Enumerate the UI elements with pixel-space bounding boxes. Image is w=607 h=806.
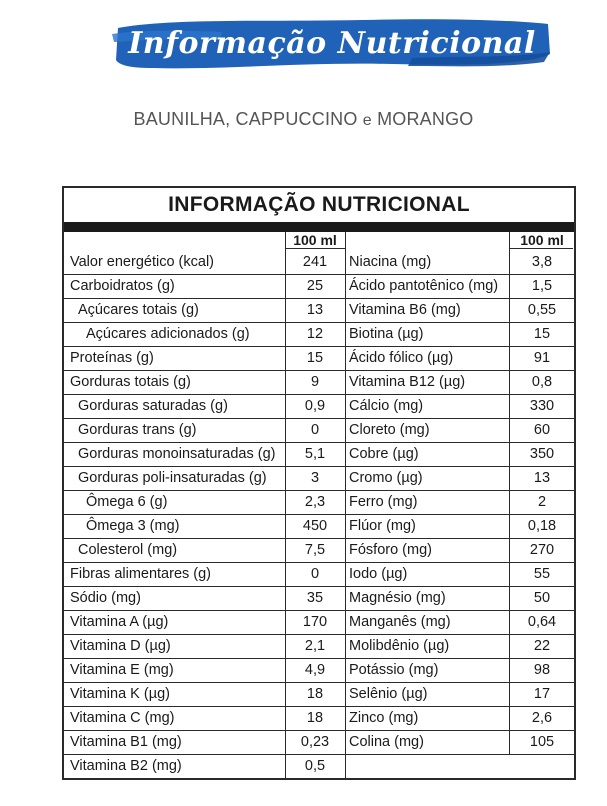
nutrient-name: Vitamina A (µg) bbox=[70, 614, 169, 630]
nutrient-row bbox=[345, 322, 574, 346]
nutrient-name: Ácido pantotênico (mg) bbox=[349, 278, 499, 294]
nutrient-row bbox=[345, 442, 574, 466]
nutrient-value: 2,6 bbox=[531, 710, 553, 726]
nutrient-name: Cobre (µg) bbox=[349, 446, 419, 462]
nutrient-name: Fibras alimentares (g) bbox=[70, 566, 212, 582]
nutrient-name: Vitamina B12 (µg) bbox=[349, 374, 466, 390]
nutrient-row bbox=[345, 514, 574, 538]
column-header: 100 ml bbox=[520, 232, 564, 248]
nutrient-row bbox=[64, 274, 345, 298]
nutrient-row bbox=[345, 274, 574, 298]
nutrient-value: 0 bbox=[310, 422, 320, 438]
nutrient-row bbox=[345, 658, 574, 682]
nutrient-name: Ômega 6 (g) bbox=[86, 494, 168, 510]
banner-title: Informação Nutricional bbox=[128, 25, 536, 61]
nutrient-value: 0,9 bbox=[304, 398, 326, 414]
nutrient-row bbox=[345, 490, 574, 514]
nutrient-row bbox=[345, 562, 574, 586]
nutrient-value: 350 bbox=[529, 446, 555, 462]
nutrient-name: Cloreto (mg) bbox=[349, 422, 430, 438]
value-column-border-left bbox=[509, 232, 510, 754]
nutrient-row bbox=[64, 538, 345, 562]
nutrient-row bbox=[64, 418, 345, 442]
subtitle-flavors-2: MORANGO bbox=[377, 109, 474, 129]
nutrient-row bbox=[64, 442, 345, 466]
nutrient-value: 22 bbox=[533, 638, 551, 654]
table-title: INFORMAÇÃO NUTRICIONAL bbox=[168, 193, 470, 216]
nutrient-value: 9 bbox=[310, 374, 320, 390]
nutrient-name: Gorduras monoinsaturadas (g) bbox=[78, 446, 276, 462]
header-divider bbox=[285, 248, 345, 249]
nutrient-name: Selênio (µg) bbox=[349, 686, 428, 702]
nutrient-row bbox=[64, 634, 345, 658]
nutrient-row bbox=[64, 250, 345, 274]
nutrient-value: 91 bbox=[533, 350, 551, 366]
nutrient-value: 7,5 bbox=[304, 542, 326, 558]
nutrient-row bbox=[64, 466, 345, 490]
nutrient-name: Cálcio (mg) bbox=[349, 398, 424, 414]
nutrient-value: 450 bbox=[302, 518, 328, 534]
flavor-subtitle bbox=[0, 109, 607, 130]
nutrient-row bbox=[64, 370, 345, 394]
nutrient-row bbox=[345, 634, 574, 658]
nutrient-name: Gorduras totais (g) bbox=[70, 374, 191, 390]
nutrient-value: 4,9 bbox=[304, 662, 326, 678]
nutrient-value: 18 bbox=[306, 686, 324, 702]
value-column-border-left bbox=[285, 232, 286, 778]
nutrient-value: 2,3 bbox=[304, 494, 326, 510]
nutrient-value: 3,8 bbox=[531, 254, 553, 270]
nutrient-row bbox=[345, 610, 574, 634]
nutrient-value: 0,18 bbox=[527, 518, 557, 534]
nutrient-value: 17 bbox=[533, 686, 551, 702]
nutrient-value: 0 bbox=[310, 566, 320, 582]
nutrient-row bbox=[345, 418, 574, 442]
nutrient-value: 1,5 bbox=[531, 278, 553, 294]
nutrient-row bbox=[64, 514, 345, 538]
nutrient-row bbox=[345, 586, 574, 610]
subtitle-connector: e bbox=[362, 112, 372, 129]
nutrient-name: Sódio (mg) bbox=[70, 590, 141, 606]
nutrient-row bbox=[64, 322, 345, 346]
title-bar bbox=[64, 222, 574, 232]
nutrient-name: Carboidratos (g) bbox=[70, 278, 175, 294]
nutrient-name: Vitamina B1 (mg) bbox=[70, 734, 182, 750]
nutrient-value: 105 bbox=[529, 734, 555, 750]
subtitle-flavors-1: BAUNILHA, CAPPUCCINO bbox=[133, 109, 358, 129]
nutrient-name: Molibdênio (µg) bbox=[349, 638, 450, 654]
nutrient-value: 60 bbox=[533, 422, 551, 438]
nutrient-value: 2,1 bbox=[304, 638, 326, 654]
nutrient-name: Ácido fólico (µg) bbox=[349, 350, 454, 366]
nutrient-name: Vitamina D (µg) bbox=[70, 638, 171, 654]
nutrient-value: 0,23 bbox=[300, 734, 330, 750]
nutrient-name: Iodo (µg) bbox=[349, 566, 408, 582]
nutrient-value: 98 bbox=[533, 662, 551, 678]
nutrient-row bbox=[64, 754, 345, 778]
nutrient-value: 170 bbox=[302, 614, 328, 630]
nutrient-row bbox=[345, 346, 574, 370]
nutrient-name: Açúcares totais (g) bbox=[78, 302, 199, 318]
nutrient-value: 3 bbox=[310, 470, 320, 486]
nutrient-name: Gorduras poli-insaturadas (g) bbox=[78, 470, 267, 486]
row-divider bbox=[64, 778, 345, 779]
nutrient-row bbox=[64, 562, 345, 586]
nutrient-value: 13 bbox=[533, 470, 551, 486]
nutrient-name: Vitamina B6 (mg) bbox=[349, 302, 461, 318]
nutrient-row bbox=[64, 586, 345, 610]
nutrient-value: 25 bbox=[306, 278, 324, 294]
nutrient-name: Gorduras saturadas (g) bbox=[78, 398, 228, 414]
nutrient-name: Magnésio (mg) bbox=[349, 590, 446, 606]
nutrient-value: 18 bbox=[306, 710, 324, 726]
nutrient-value: 5,1 bbox=[304, 446, 326, 462]
nutrient-value: 15 bbox=[306, 350, 324, 366]
nutrient-name: Flúor (mg) bbox=[349, 518, 416, 534]
nutrient-name: Açúcares adicionados (g) bbox=[86, 326, 250, 342]
nutrient-value: 330 bbox=[529, 398, 555, 414]
nutrient-row bbox=[345, 250, 574, 274]
nutrient-value: 50 bbox=[533, 590, 551, 606]
nutrient-name: Potássio (mg) bbox=[349, 662, 439, 678]
nutrient-name: Vitamina E (mg) bbox=[70, 662, 174, 678]
nutrient-row bbox=[64, 730, 345, 754]
nutrient-name: Zinco (mg) bbox=[349, 710, 419, 726]
nutrient-value: 0,55 bbox=[527, 302, 557, 318]
nutrient-value: 0,8 bbox=[531, 374, 553, 390]
nutrient-name: Fósforo (mg) bbox=[349, 542, 432, 558]
nutrient-row bbox=[345, 466, 574, 490]
nutrient-name: Cromo (µg) bbox=[349, 470, 423, 486]
nutrient-name: Niacina (mg) bbox=[349, 254, 432, 270]
nutrient-row bbox=[345, 394, 574, 418]
nutrient-name: Vitamina C (mg) bbox=[70, 710, 175, 726]
nutrient-name: Vitamina B2 (mg) bbox=[70, 758, 182, 774]
column-header-row bbox=[64, 232, 345, 248]
nutrient-name: Gorduras trans (g) bbox=[78, 422, 197, 438]
nutrient-value: 2 bbox=[537, 494, 547, 510]
nutrient-value: 12 bbox=[306, 326, 324, 342]
nutrient-name: Ferro (mg) bbox=[349, 494, 418, 510]
nutrient-row bbox=[345, 370, 574, 394]
column-header: 100 ml bbox=[293, 232, 337, 248]
nutrient-name: Colina (mg) bbox=[349, 734, 424, 750]
nutrient-value: 0,5 bbox=[304, 758, 326, 774]
nutrient-name: Colesterol (mg) bbox=[78, 542, 178, 558]
header-divider bbox=[509, 248, 573, 249]
nutrient-value: 15 bbox=[533, 326, 551, 342]
nutrient-row bbox=[64, 610, 345, 634]
column-header-row bbox=[345, 232, 574, 248]
nutrition-table bbox=[62, 186, 576, 780]
nutrient-name: Vitamina K (µg) bbox=[70, 686, 170, 702]
nutrient-name: Biotina (µg) bbox=[349, 326, 424, 342]
nutrient-row bbox=[64, 682, 345, 706]
nutrient-row bbox=[64, 658, 345, 682]
nutrient-row bbox=[345, 538, 574, 562]
nutrient-row bbox=[345, 682, 574, 706]
nutrient-value: 241 bbox=[302, 254, 328, 270]
nutrient-value: 35 bbox=[306, 590, 324, 606]
title-banner bbox=[112, 14, 552, 72]
nutrient-name: Ômega 3 (mg) bbox=[86, 518, 180, 534]
nutrient-value: 13 bbox=[306, 302, 324, 318]
nutrient-row bbox=[64, 706, 345, 730]
nutrient-row bbox=[64, 346, 345, 370]
nutrient-row bbox=[345, 298, 574, 322]
nutrient-row bbox=[345, 706, 574, 730]
nutrient-value: 55 bbox=[533, 566, 551, 582]
nutrient-row bbox=[64, 298, 345, 322]
nutrient-value: 270 bbox=[529, 542, 555, 558]
nutrient-row bbox=[64, 394, 345, 418]
nutrient-row bbox=[345, 730, 574, 754]
nutrient-row bbox=[64, 490, 345, 514]
nutrient-name: Proteínas (g) bbox=[70, 350, 154, 366]
nutrient-value: 0,64 bbox=[527, 614, 557, 630]
nutrient-name: Valor energético (kcal) bbox=[70, 254, 214, 270]
row-divider bbox=[345, 754, 574, 755]
nutrient-name: Manganês (mg) bbox=[349, 614, 451, 630]
